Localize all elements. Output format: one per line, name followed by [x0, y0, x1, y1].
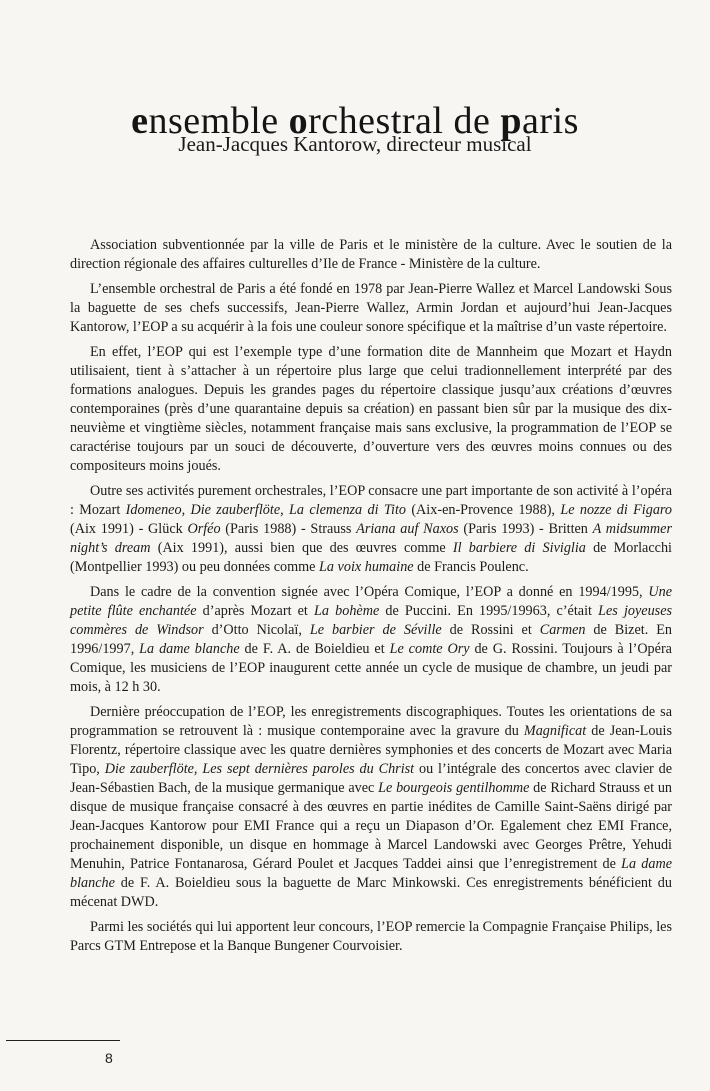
text-run: de Morlacchi (Montpellier 1993) ou peu données comme: [70, 540, 672, 575]
title-initial-p: p: [500, 100, 522, 143]
italic-title: Idomeneo, Die zauberflöte, La clemenza di Tito: [125, 502, 406, 518]
text-run: de Francis Poulenc.: [413, 559, 529, 575]
title-segment-aris: aris: [521, 100, 579, 143]
text-run: L’ensemble orchestral de Paris a été fondé en 1978 par Jean-Pierre Wallez et Marcel Landowski Sous la baguette de ses chefs successifs, Jean-Pierre Wallez, Armin Jordan et aujourd’hui Jean-Jacques Kantorow, l’EOP a su acquérir à la fois une couleur sonore spécifique et la maîtrise d’un vaste répertoire.: [70, 281, 672, 335]
text-run: Dernière préoccupation de l’EOP, les enregistrements discographiques. Toutes les orientations de sa programmation se retrouvent là : musique contemporaine avec la gravure du: [70, 704, 672, 739]
title-initial-e: e: [131, 100, 149, 143]
text-run: (Paris 1988) - Strauss: [220, 521, 357, 537]
italic-title: Le barbier de Séville: [309, 622, 442, 638]
italic-title: Le nozze di Figaro: [560, 502, 673, 518]
text-run: Parmi les sociétés qui lui apportent leur concours, l’EOP remercie la Compagnie Française Philips, les Parcs GTM Entrepose et la Banque Bungener Courvoisier.: [70, 919, 672, 954]
paragraph: [70, 280, 672, 337]
title-segment-orchestral: rchestral de: [308, 100, 501, 143]
text-run: de Richard Strauss et un disque de musique française consacré à des œuvres en partie inédites de Camille Saint-Saëns dirigé par Jean-Jacques Kantorow pour EMI France qui a reçu un Diapason d’Or. Egalement chez EMI France, prochainement disponible, un disque en hommage à Marcel Landowski avec Georges Prêtre, Yehudi Menuhin, Patrice Fontanarosa, Gérard Poulet et Jacques Taddei ainsi que l’enregistrement de: [70, 780, 673, 872]
body-text: [70, 236, 672, 962]
italic-title: La voix humaine: [319, 559, 414, 575]
text-run: Association subventionnée par la ville de Paris et le ministère de la culture. Avec le soutien de la direction régionale des affaires culturelles d’Ile de France - Ministère de la culture.: [70, 237, 672, 272]
italic-title: Il barbiere di Siviglia: [452, 540, 586, 556]
paragraph: [70, 482, 672, 577]
text-run: Outre ses activités purement orchestrales, l’EOP consacre une part importante de son activité à l’opéra : Mozart: [70, 483, 672, 518]
text-run: de F. A. de Boieldieu et: [239, 641, 390, 657]
title-segment-ensemble: nsemble: [148, 100, 289, 143]
italic-title: Die zauberflöte, Les sept dernières paroles du Christ: [104, 761, 415, 777]
text-run: de Jean-Louis Florentz, répertoire classique avec les quatre dernières symphonies et des concerts de Mozart avec Maria Tipo,: [70, 723, 672, 777]
italic-title: Une petite flûte enchantée: [70, 584, 672, 619]
italic-title: Le bourgeois gentilhomme: [378, 780, 530, 796]
text-run: d’après Mozart et: [196, 603, 315, 619]
text-run: (Aix-en-Provence 1988),: [405, 502, 561, 518]
italic-title: Le comte Ory: [389, 641, 470, 657]
text-run: de G. Rossini. Toujours à l’Opéra Comique, les musiciens de l’EOP inaugurent cette année un cycle de musique de chambre, un jeudi par mois, à 12 h 30.: [70, 641, 672, 695]
italic-title: Orféo: [187, 521, 221, 537]
page-subtitle: Jean-Jacques Kantorow, directeur musical: [178, 132, 532, 156]
paragraph: [70, 236, 672, 274]
text-run: (Aix 1991), aussi bien que des œuvres comme: [150, 540, 453, 556]
text-run: de Rossini et: [441, 622, 540, 638]
italic-title: Magnificat: [523, 723, 587, 739]
text-run: ou l’intégrale des concertos avec clavier de Jean-Sébastien Bach, de la musique germanique avec: [70, 761, 673, 796]
paragraph: [70, 343, 672, 476]
text-run: de Bizet. En 1996/1997,: [70, 622, 672, 657]
text-run: Dans le cadre de la convention signée avec l’Opéra Comique, l’EOP a donné en 1994/1995,: [90, 584, 649, 600]
text-run: d’Otto Nicolaï,: [203, 622, 310, 638]
italic-title: La bohème: [314, 603, 380, 619]
title-initial-o: o: [288, 100, 309, 143]
text-run: de F. A. Boieldieu sous la baguette de Marc Minkowski. Ces enregistrements bénéficient du mécenat DWD.: [70, 875, 672, 910]
italic-title: La dame blanche: [70, 856, 672, 891]
paragraph: [70, 583, 672, 697]
text-run: (Aix 1991) - Glück: [70, 521, 188, 537]
italic-title: La dame blanche: [139, 641, 240, 657]
page-number: 8: [105, 1050, 113, 1066]
italic-title: A midsummer night’s dream: [70, 521, 672, 556]
italic-title: Carmen: [539, 622, 586, 638]
text-run: En effet, l’EOP qui est l’exemple type d’une formation dite de Mannheim que Mozart et Haydn utilisaient, tient à s’attacher à un répertoire plus large que celui tradionnellement interprété par des formations analogues. Depuis les grandes pages du répertoire classique jusqu’aux créations d’œuvres contemporaines (près d’une quarantaine depuis sa création) en passant bien sûr par la musique des dix-neuvième et vingtième siècles, notamment française mais sans exclusive, la programmation de l’EOP se caractérise toujours par un souci de découverte, d’ouverture vers des œuvres moins connues ou des compositeurs moins joués.: [70, 344, 672, 474]
paragraph: [70, 703, 672, 912]
italic-title: Les joyeuses commères de Windsor: [70, 603, 673, 638]
footer-divider: [6, 1040, 120, 1041]
paragraph: [70, 918, 672, 956]
italic-title: Ariana auf Naxos: [356, 521, 459, 537]
text-run: (Paris 1993) - Britten: [458, 521, 593, 537]
text-run: de Puccini. En 1995/19963, c’était: [379, 603, 599, 619]
